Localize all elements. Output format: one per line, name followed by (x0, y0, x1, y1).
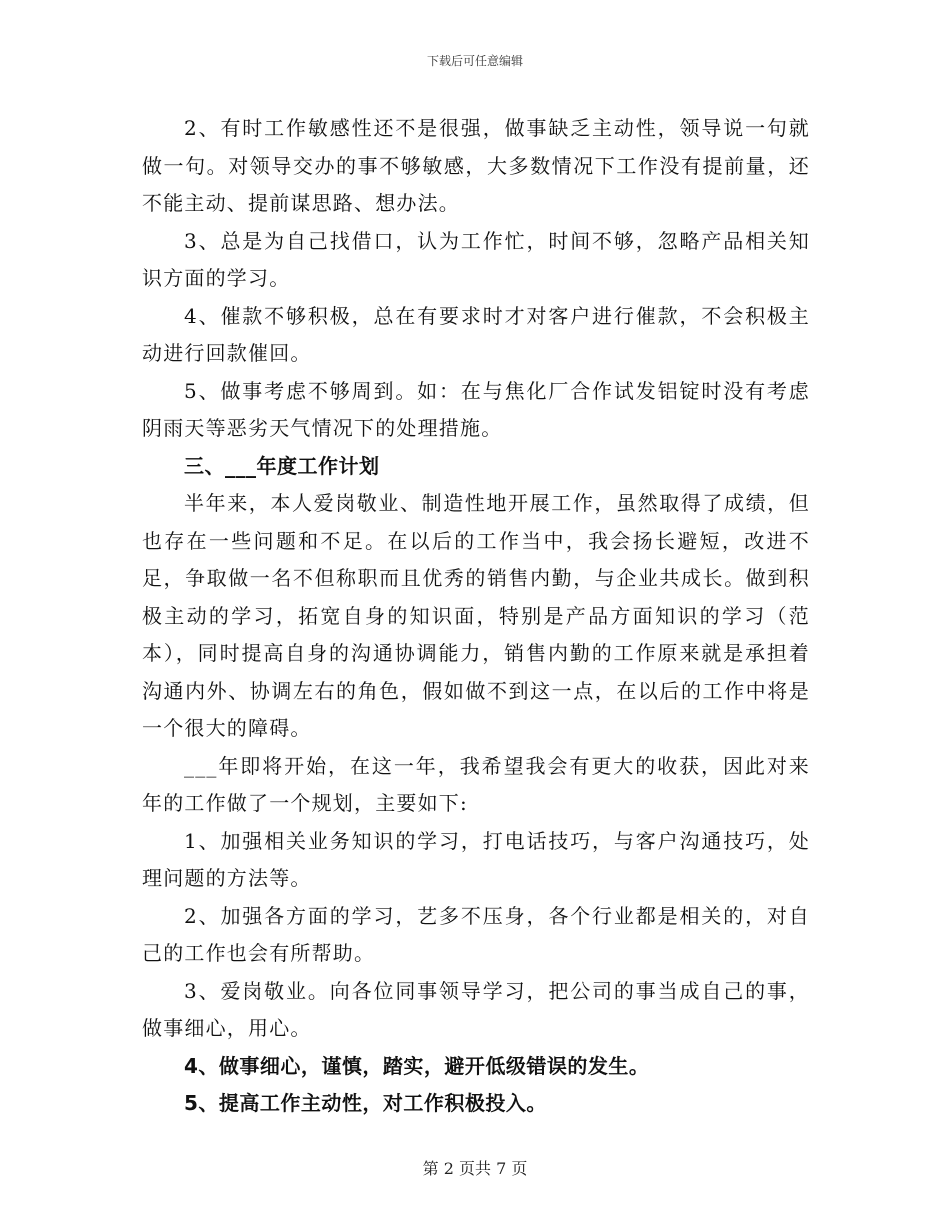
paragraph-problem-4: 4、催款不够积极，总在有要求时才对客户进行催款，不会积极主动进行回款催回。 (142, 303, 810, 365)
paragraph-problem-3: 3、总是为自己找借口，认为工作忙，时间不够，忽略产品相关知识方面的学习。 (142, 228, 810, 290)
page-header: 下载后可任意编辑 (426, 54, 523, 68)
paragraph-half-year-summary: 半年来，本人爱岗敬业、制造性地开展工作，虽然取得了成绩，但也存在一些问题和不足。在以后的工作当中，我会扬长避短，改进不足，争取做一名不但称职而且优秀的销售内勤，与企业共成长。做到积极主动的学习，拓宽自身的知识面，特别是产品方面知识的学习（范本），同时提高自身的沟通协调能力，销售内勤的工作原来就是承担着沟通内外、协调左右的角色，假如做不到这一点，在以后的工作中将是一个很大的障碍。 (142, 491, 810, 740)
paragraph-new-year-intro: ___年即将开始，在这一年，我希望我会有更大的收获，因此对来年的工作做了一个规划，主要如下: (142, 753, 810, 815)
plan-item-3: 3、爱岗敬业。向各位同事领导学习，把公司的事当成自己的事，做事细心，用心。 (142, 978, 810, 1040)
paragraph-problem-5: 5、做事考虑不够周到。如：在与焦化厂合作试发铝锭时没有考虑阴雨天等恶劣天气情况下的处理措施。 (142, 378, 810, 440)
plan-item-5-bold: 5、提高工作主动性，对工作积极投入。 (184, 1091, 547, 1115)
paragraph-problem-2: 2、有时工作敏感性还不是很强，做事缺乏主动性，领导说一句就做一句。对领导交办的事不够敏感，大多数情况下工作没有提前量，还不能主动、提前谋思路、想办法。 (142, 116, 810, 215)
section-heading-annual-plan: 三、___年度工作计划 (184, 453, 380, 478)
plan-item-2: 2、加强各方面的学习，艺多不压身，各个行业都是相关的，对自己的工作也会有所帮助。 (142, 903, 810, 965)
plan-item-1: 1、加强相关业务知识的学习，打电话技巧，与客户沟通技巧，处理问题的方法等。 (142, 828, 810, 890)
plan-item-4-bold: 4、做事细心，谨慎，踏实，避开低级错误的发生。 (184, 1053, 650, 1078)
page-footer: 第 2 页共 7 页 (422, 1159, 528, 1178)
document-body (142, 110, 810, 1123)
